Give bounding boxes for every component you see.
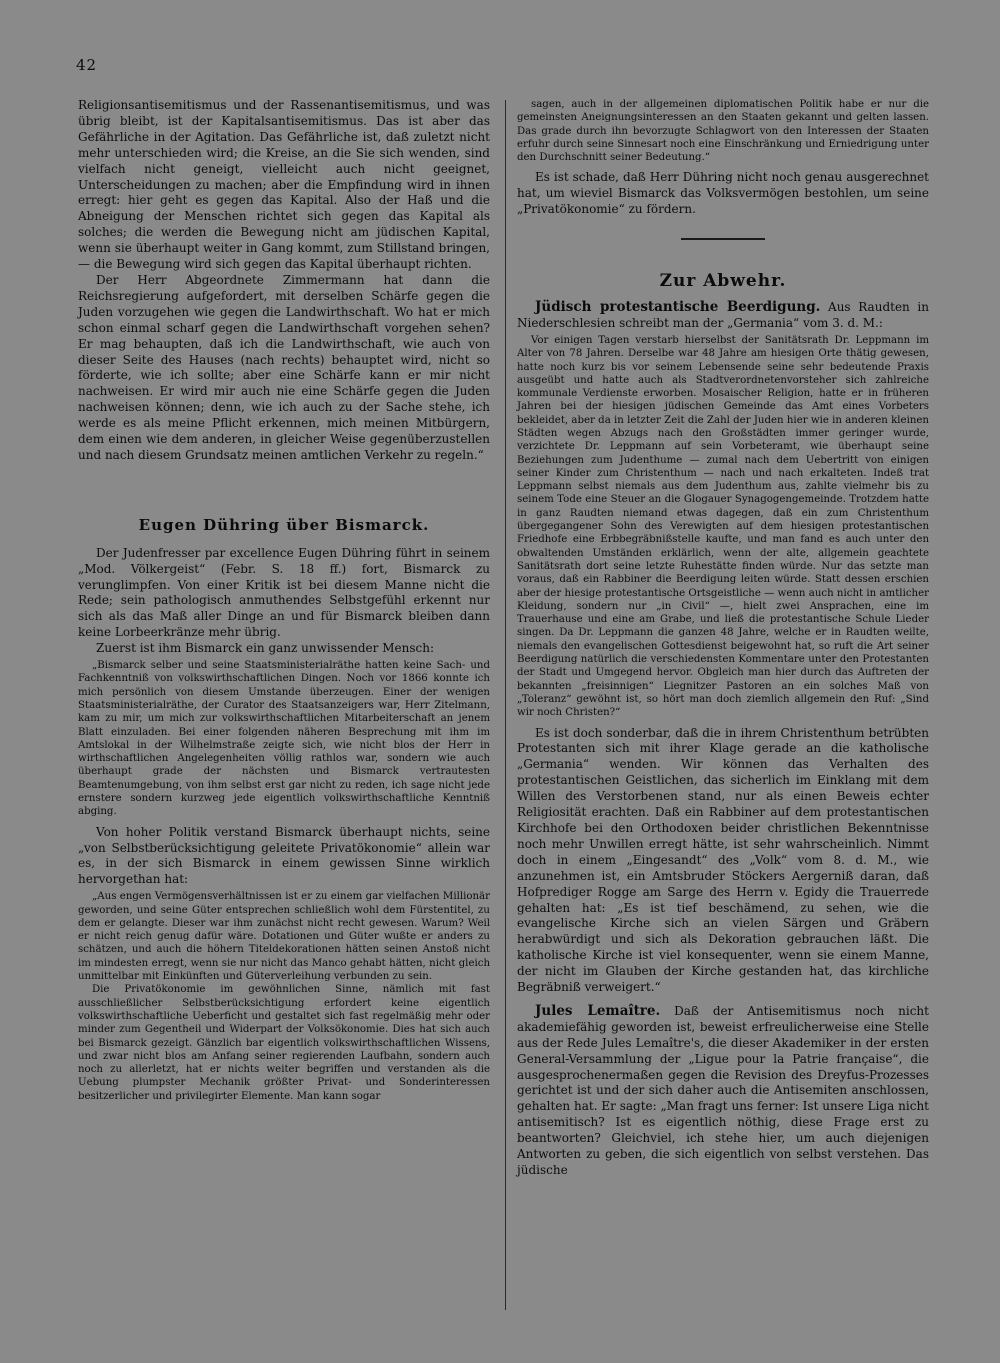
article-head: Jüdisch protestantische Beerdigung. <box>535 299 821 316</box>
paragraph: Der Herr Abgeordnete Zimmermann hat dann die Reichsregierung aufgefordert, mit derselben Schärfe gegen die Juden vorzugehen wie gegen die Landwirthschaft. Wo hat er mich schon einmal scharf gegen die Landwirthschaft vorgehen sehen? Er mag behaupten, daß ich die Landwirthschaft, wie auch von dieser Seite des Hauses (nach rechts) behauptet wird, nicht so förderte, wie ich sollte; aber eine Schärfe kann er mir nicht nachweisen. Er wird mir auch nie eine Schärfe gegen die Juden nachweisen können; denn, wie ich auch zu der Sache stehe, ich werde es als meine Pflicht erkennen, mich meinen Mitbürgern, dem einen wie dem anderen, in gleicher Weise gegenüberzustellen und nach diesem Grundsatz meinen amtlichen Verkehr zu regeln.“ <box>78 272 490 462</box>
left-column <box>78 98 490 1109</box>
block-quote <box>517 334 929 720</box>
quote-paragraph: Die Privatökonomie im gewöhnlichen Sinne, nämlich mit fast ausschließlicher Selbstberücksichtigung erfordert keine eigentlich volkswirthschaftliche Ueberficht und gestaltet sich fast regelmäßig mehr oder minder zum Gegentheil und Widerpart der Volksökonomie. Dies hat sich auch bei Bismarck gezeigt. Gänzlich bar eigentlich volkswirthschaftlichen Wissens, und zwar nicht blos am Anfang seiner regierenden Laufbahn, sondern auch noch zu allerletzt, hat er nichts weiter begriffen und verstanden als die Uebung plumpster Mechanik größter Privat- und Sonderinteressen besitzerlicher und privilegirter Elemente. Man kann sogar <box>78 984 490 1102</box>
column-divider <box>505 100 506 1310</box>
section-title: Zur Abwehr. <box>659 271 787 292</box>
section-divider <box>681 238 765 240</box>
section-title: Eugen Dühring über Bismarck. <box>138 515 430 534</box>
quote-paragraph: sagen, auch in der allgemeinen diplomatischen Politik habe er nur die gemeinsten Aneignungsinteressen an den Staaten gekannt und gelten lassen. Das grade durch ihn bevorzugte Schlagwort von den Interessen der Staaten erfuhr durch seine Sinnesart noch eine Einschränkung und Erniedrigung unter den Durchschnitt seiner Bedeutung.“ <box>517 99 929 164</box>
article-intro <box>517 300 929 332</box>
quote-paragraph: „Bismarck selber und seine Staatsministerialräthe hatten keine Sach- und Fachkenntniß von volkswirthschaftlichen Dingen. Noch vor 1866 konnte ich mich persönlich von diesem Umstande überzeugen. Einer der wenigen Staatsministerialräthe, der Curator des Staatsanzeigers war, Herr Zitelmann, kam zu mir, um mich zur volkswirthschaftlichen Mitarbeiterschaft an jenem Blatt einzuladen. Bei einer folgenden näheren Besprechung mit ihm im Amtslokal in der Wilhelmstraße zeigte sich, wie nicht blos der Herr in wirthschaftlichen Angelegenheiten völlig rathlos war, sondern wie auch überhaupt grade der nächsten und Bismarck vertrautesten Beamtenumgebung, von ihm selbst erst gar nicht zu reden, ich sage nicht jede ernstere sondern kurzweg jede eigentlich volkswirthschaftliche Kenntniß abging. <box>78 660 490 818</box>
page-number: 42 <box>76 56 98 74</box>
paragraph: Es ist doch sonderbar, daß die in ihrem Christenthum betrübten Protestanten sich mit ihrer Klage gerade an die katholische „Germania“ wenden. Wir können das Verhalten des protestantischen Geistlichen, das sicherlich im Einklang mit dem Willen des Verstorbenen stand, nur als einen Beweis echter Religiosität erachten. Daß ein Rabbiner auf dem protestantischen Kirchhofe bei den Orthodoxen beider christlichen Bekenntnisse noch mehr Unwillen erregt hätte, ist sehr wahrscheinlich. Nimmt doch in einem „Eingesandt“ des „Volk“ vom 8. d. M., wie anzunehmen ist, ein Amtsbruder Stöckers Aergerniß daran, daß Hofprediger Rogge am Sarge des Herrn v. Egidy die Trauerrede gehalten hat: „Es ist tief beschämend, zu sehen, wie die evangelische Kirche sich an vielen Särgen und Gräbern herabwürdigt und sich als Dekoration gebrauchen läßt. Die katholische Kirche ist viel konsequenter, wenn sie einem Manne, der nicht im Glauben der Kirche gestanden hat, das kirchliche Begräbniß verweigert.“ <box>517 725 929 995</box>
block-quote <box>517 98 929 164</box>
paragraph: Zuerst ist ihm Bismarck ein ganz unwissender Mensch: <box>96 641 434 656</box>
block-quote <box>78 890 490 1103</box>
right-column <box>517 98 929 1179</box>
quote-paragraph: „Aus engen Vermögensverhältnissen ist er zu einem gar vielfachen Millionär geworden, und seine Güter entsprechen schließlich wohl dem Fürstentitel, zu dem er gelangte. Dieser war ihm zunächst nicht recht gewesen. Warum? Weil er nicht reich genug dafür wäre. Dotationen und Güter wußte er anders zu schätzen, und auch die höhern Titeldekorationen hätten seinen Anstoß nicht im mindesten erregt, wenn sie nur nicht das Manco gehabt hätten, nicht gleich unmittelbar mit Einkünften und Güterverleihung verbunden zu sein. <box>78 891 490 983</box>
paragraph: Religionsantisemitismus und der Rassenantisemitismus, und was übrig bleibt, ist der Kapitalsantisemitismus. Das ist aber das Gefährliche in der Agitation. Das Gefährliche ist, daß zuletzt nicht mehr unterschieden wird; die Kreise, an die Sie sich wenden, sind vielfach nicht geneigt, vielleicht auch nicht geeignet, Unterscheidungen zu machen; aber die Empfindung wird in ihnen erregt: hier geht es gegen das Kapital. Also der Haß und die Abneigung der Menschen richtet sich gegen das Kapital als solches; die werden die Bewegung nicht am jüdischen Kapital, wenn sie überhaupt weiter in Gang kommt, zum Stillstand bringen, — die Bewegung wird sich gegen das Kapital überhaupt richten. <box>78 98 490 272</box>
quote-paragraph: Vor einigen Tagen verstarb hierselbst der Sanitätsrath Dr. Leppmann im Alter von 78 Jahren. Derselbe war 48 Jahre am hiesigen Orte thätig gewesen, hatte noch kurz bis vor seinem Lebensende seine sehr bedeutende Praxis ausgeübt und hatte auch als Stadtverordnetenvorsteher sich zahlreiche kommunale Verdienste erworben. Mosaischer Religion, hatte er in früheren Jahren bei der hiesigen jüdischen Gemeinde das Amt eines Vorbeters bekleidet, aber da in letzter Zeit die Zahl der Juden hier wie in anderen kleinen Städten wegen Abzugs nach den Großstädten immer geringer wurde, verzichtete Dr. Leppmann auf sein Vorbeteramt, wie überhaupt seine Beziehungen zum Judenthume — zumal nach dem Uebertritt von einigen seiner Kinder zum Christenthum — nach und nach erkalteten. Indeß trat Leppmann selbst niemals aus dem Judenthum aus, zahlte vielmehr bis zu seinem Tode eine Steuer an die Glogauer Synagogengemeinde. Trotzdem hatte in ganz Raudten niemand etwas dagegen, daß ein zum Christenthum übergegangener Sohn des Verewigten auf dem hiesigen protestantischen Friedhofe eine Erbbegräbnißstelle kaufte, und man fand es auch unter den obwaltenden Umständen erklärlich, wenn der alte, allgemein geachtete Sanitätsrath dort seine letzte Ruhestätte finden würde. Nur das setzte man voraus, daß ein Rabbiner die Beerdigung leiten würde. Statt dessen erschien aber der hiesige protestantische Ortsgeistliche — wenn auch nicht in amtlicher Kleidung, sondern nur „in Civil“ —, hielt zwei Ansprachen, eine im Trauerhause und eine am Grabe, und ließ die protestantische Schule Lieder singen. Da Dr. Leppmann die ganzen 48 Jahre, welche er in Raudten weilte, niemals den evangelischen Gottesdienst beigewohnt hat, so ruft die Art seiner Beerdigung natürlich die verschiedensten Kommentare unter den Protestanten der Stadt und Umgegend hervor. Obgleich man hier durch das Auftreten der bekannten „freisinnigen“ Liegnitzer Pastoren an ein solches Maß von „Toleranz“ gewöhnt ist, so hört man doch ziemlich allgemein den Ruf: „Sind wir noch Christen?“ <box>517 334 929 719</box>
article-intro-text: Aus Raudten in Niederschlesien schreibt man der „Germania“ vom 3. d. M.: <box>517 300 930 331</box>
article-head: Jules Lemaître. <box>535 1002 661 1019</box>
article-paragraph <box>517 1004 929 1179</box>
article-text: Daß der Antisemitismus noch nicht akademiefähig geworden ist, beweist erfreulicherweise eine Stelle aus der Rede Jules Lemaître's, die dieser Akademiker in der ersten General-Versammlung der „Ligue pour la Patrie française“, die ausgesprochenermaßen gegen die Revision des Dreyfus-Prozesses gerichtet ist und der sich daher auch die Antisemiten anschlossen, gehalten hat. Er sagte: „Man fragt uns ferner: Ist unsere Liga nicht antisemitisch? Ist es eigentlich nöthig, diese Frage erst zu beantworten? Gleichviel, ich stehe hier, um auch diejenigen Antworten zu geben, die sich eigentlich von selbst verstehen. Das jüdische <box>517 1003 929 1177</box>
paragraph: Der Judenfresser par excellence Eugen Dühring führt in seinem „Mod. Völkergeist“ (Febr. S. 18 ff.) fort, Bismarck zu verunglimpfen. Von einer Kritik ist bei diesem Manne nicht die Rede; sein pathologisch anmuthendes Selbstgefühl erkennt nur sich als das Maß aller Dinge an und für Bismarck bleiben dann keine Lorbeerkränze mehr übrig. <box>78 545 490 640</box>
paragraph: Von hoher Politik verstand Bismarck überhaupt nichts, seine „von Selbstberücksichtigung geleitete Privatökonomie“ allein war es, in der sich Bismarck in einem gewissen Sinne wirklich hervorgethan hat: <box>78 824 490 887</box>
paragraph: Es ist schade, daß Herr Dühring nicht noch genau ausgerechnet hat, um wieviel Bismarck das Volksvermögen bestohlen, um seine „Privatökonomie“ zu fördern. <box>517 170 929 217</box>
block-quote <box>78 659 490 819</box>
